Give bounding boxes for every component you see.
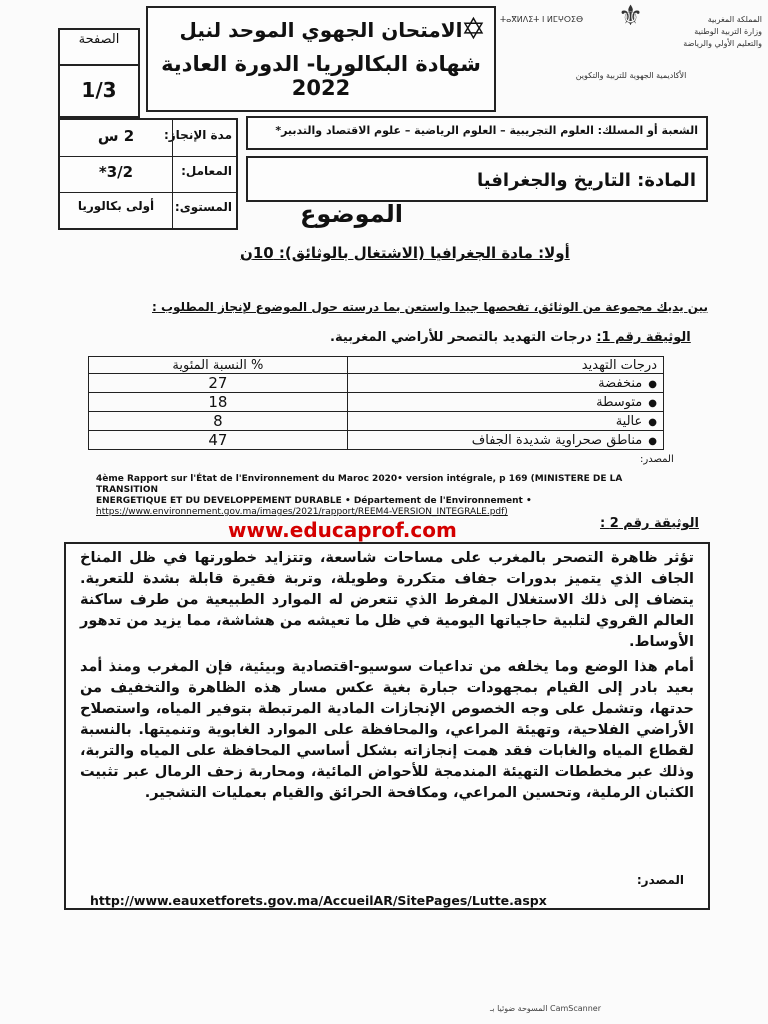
- doc1-source: [96, 474, 666, 518]
- stream-box: [246, 116, 708, 150]
- column-header-level: درجات التهديد: [347, 357, 663, 374]
- level-cell: ●منخفضة: [347, 374, 663, 393]
- bullet-icon: ●: [648, 435, 657, 447]
- website-watermark: www.educaprof.com: [228, 518, 457, 542]
- bullet-icon: ●: [648, 416, 657, 428]
- stream-text: الشعبة أو المسلك: العلوم التجريبية – العلوم الرياضية – علوم الاقتصاد والتدبير*: [275, 124, 698, 137]
- duration-label: مدة الإنجاز:: [163, 128, 232, 142]
- doc1-source-line1: 4ème Rapport sur l'État de l'Environnement du Maroc 2020• version intégrale, p 169 (MINISTERE DE LA TRANSITION: [96, 474, 623, 495]
- column-header-percent: النسبة المئوية %: [89, 357, 348, 374]
- subject-box: [246, 156, 708, 202]
- ministry-header: [500, 0, 762, 93]
- doc1-title-prefix: الوثيقة رقم 1:: [596, 330, 691, 345]
- level-value: أولى بكالوريا: [77, 199, 155, 213]
- table-header-row: [89, 357, 664, 374]
- exam-title-line1: الامتحان الجهوي الموحد لنيل: [179, 18, 463, 42]
- duration-row: [60, 120, 236, 157]
- table-row: [89, 393, 664, 412]
- doc2-text-box: [64, 542, 710, 910]
- subject-text: المادة: التاريخ والجغرافيا: [477, 170, 696, 191]
- doc2-source-url[interactable]: http://www.eauxetforets.gov.ma/AccueilAR/SitePages/Lutte.aspx: [90, 893, 547, 908]
- percent-cell: 18: [89, 393, 348, 412]
- doc1-source-link[interactable]: https://www.environnement.gov.ma/images/2021/rapport/REEM4-VERSION_INTEGRALE.pdf): [96, 507, 508, 517]
- level-cell: ●مناطق صحراوية شديدة الجفاف: [347, 431, 663, 450]
- instructions: بين يديك مجموعة من الوثائق، تفحصها جيدا واستعن بما درسته حول الموضوع لإنجاز المطلوب :: [152, 300, 708, 314]
- table-row: [89, 431, 664, 450]
- doc2-source-label: المصدر:: [636, 873, 684, 887]
- percent-cell: 27: [89, 374, 348, 393]
- table-row: [89, 412, 664, 431]
- doc2-title: الوثيقة رقم 2 :: [600, 516, 699, 531]
- ministry-line-tifinagh: ⵜⴰⴳⵍⴷⵉⵜ ⵏ ⵍⵎⵖⵔⵉⴱ: [500, 15, 584, 24]
- level-label: المستوى:: [174, 200, 232, 214]
- doc1-title: [330, 330, 691, 345]
- divider: [60, 64, 138, 66]
- table-row: [89, 374, 664, 393]
- duration-value: 2 س: [97, 127, 135, 145]
- exam-title-line2: شهادة البكالوريا- الدورة العادية 2022: [161, 52, 481, 100]
- page-number-box: [58, 28, 140, 118]
- exam-title-box: [146, 6, 496, 112]
- page-label: الصفحة: [78, 32, 120, 47]
- doc2-paragraph: أمام هذا الوضع وما يخلفه من تداعيات سوسيو-اقتصادية وبيئية، فإن المغرب ومنذ أمد بعيد بادر إلى القيام بمجهودات جبارة بغية عكس مسار هذه الظاهرة والتخفيف من حدتها، وتشمل على وجه الخصوص الإنجازات المادية المرتبطة بتوفير المياه، واستصلاح الأراضي الفلاحية، وتهيئة المراعي، والمحافظة على الموارد الغابوية وتنميتها. بالنسبة لقطاع المياه والغابات فقد همت إنجازاته بشكل أساسي المحافظة على المياه والتربة، وذلك عبر مخططات التهيئة المندمجة للأحواض المائية، ومحاربة زحف الرمال عبر تثبيت الكثبان الرملية، وتحسين المراعي، ومكافحة الحرائق والقيام بعمليات التشجير.: [80, 659, 694, 801]
- percent-cell: 8: [89, 412, 348, 431]
- coefficient-label: المعامل:: [181, 164, 232, 178]
- ministry-line: والتعليم الأولي والرياضة: [683, 39, 762, 48]
- coefficient-value: 3/2*: [98, 163, 134, 181]
- exam-meta-box: [58, 118, 238, 230]
- doc1-source-line2: ENERGETIQUE ET DU DEVELOPPEMENT DURABLE • Département de l'Environnement •: [96, 496, 532, 506]
- academy-line: الأكاديمية الجهوية للتربية والتكوين: [575, 71, 687, 80]
- section-title: أولا: مادة الجغرافيا (الاشتغال بالوثائق): 10ن: [240, 244, 570, 262]
- doc2-paragraph: تؤثر ظاهرة التصحر بالمغرب على مساحات شاسعة، وتتزايد خطورتها في ظل المناخ الجاف الذي يتميز بدورات جفاف متكررة وطويلة، وتربة فقيرة قابلة بشدة للتعرية. يتضاف إلى ذلك الاستغلال المفرط الذي تتعرض له الموارد الطبيعية من طرف ساكنة العالم القروي لتلبية حاجياتها اليومية في ظل ما تعيشه من هشاشة، مما يزيد من تدهور الأوساط.: [80, 550, 694, 650]
- percent-cell: 47: [89, 431, 348, 450]
- star-seal-icon: ✡: [460, 12, 486, 47]
- bullet-icon: ●: [648, 397, 657, 409]
- doc1-source-label: المصدر:: [640, 454, 674, 465]
- level-cell: ●عالية: [347, 412, 663, 431]
- page-number: 1/3: [81, 78, 117, 102]
- ministry-line: المملكة المغربية: [707, 15, 762, 24]
- scanner-footer: المسوحة ضوئيا بـ CamScanner: [490, 1004, 602, 1013]
- ministry-line: وزارة التربية الوطنية: [694, 27, 762, 36]
- coefficient-row: [60, 156, 236, 193]
- level-row: [60, 192, 236, 228]
- doc1-title-text: درجات التهديد بالتصحر للأراضي المغربية.: [330, 330, 592, 345]
- desertification-table: [88, 356, 664, 450]
- coat-of-arms-icon: ⚜: [618, 0, 644, 32]
- topic-heading: الموضوع: [300, 200, 404, 228]
- bullet-icon: ●: [648, 378, 657, 390]
- level-cell: ●متوسطة: [347, 393, 663, 412]
